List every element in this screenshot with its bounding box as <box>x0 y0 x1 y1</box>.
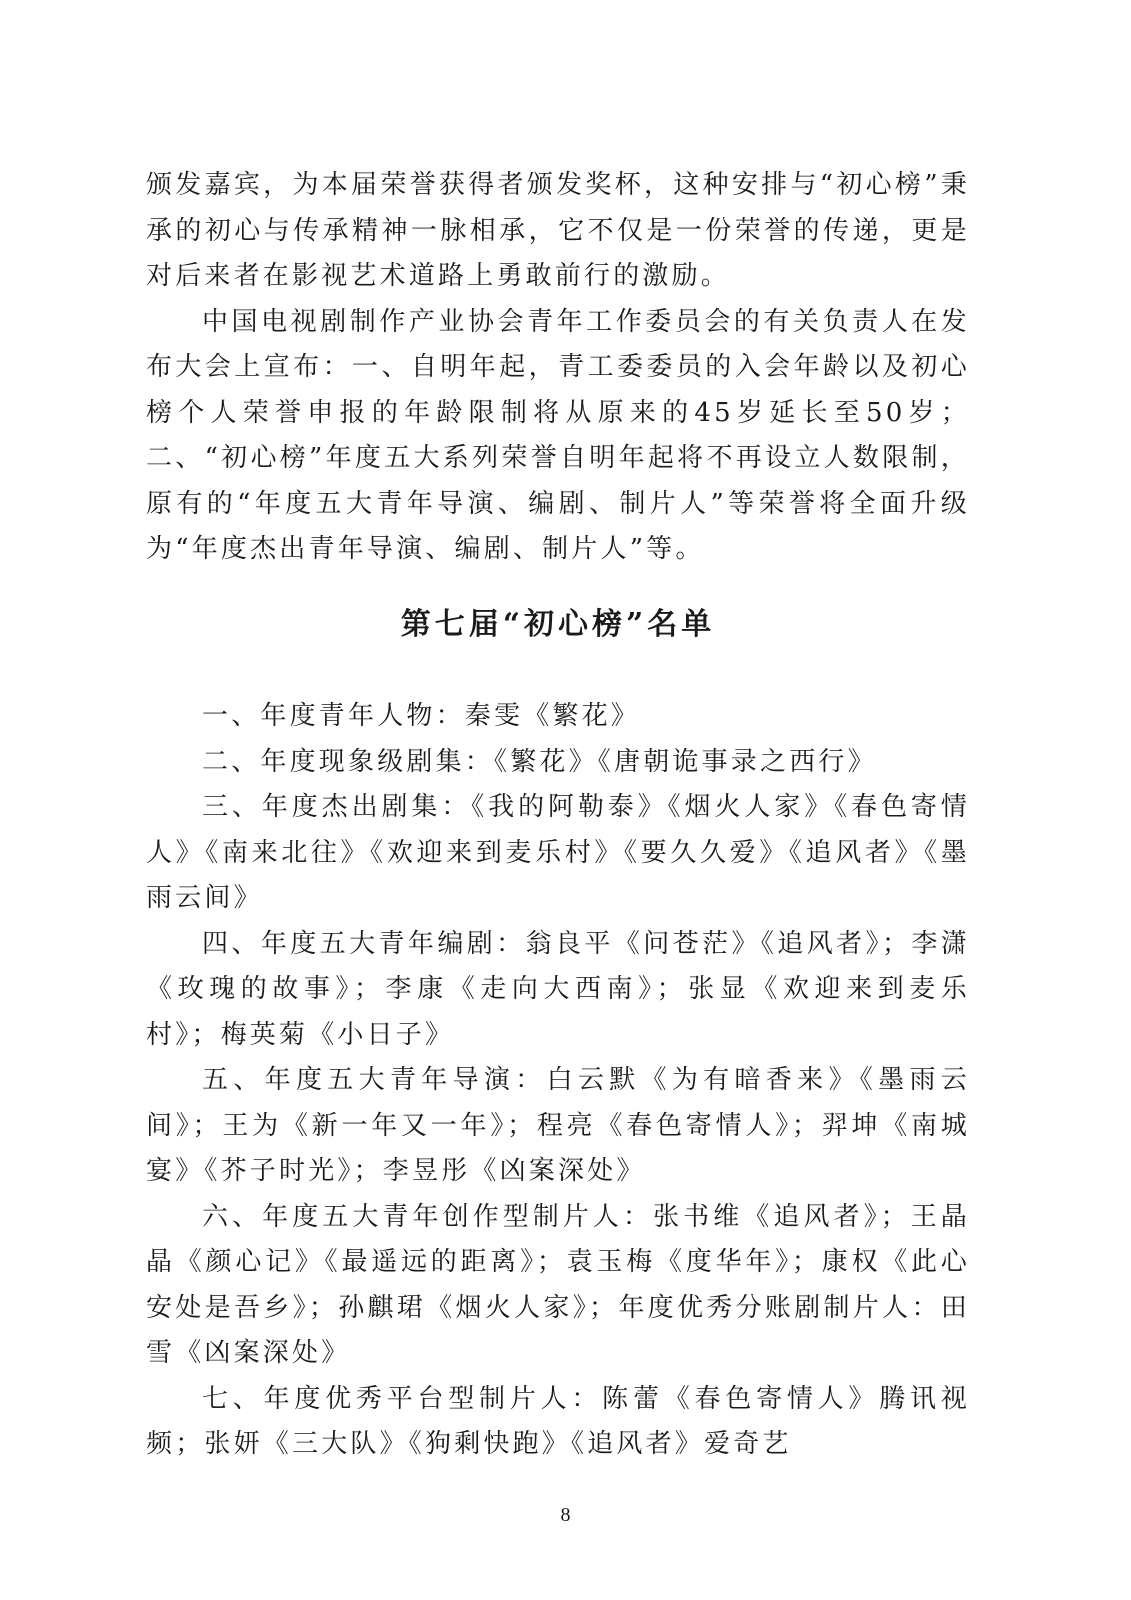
list-item: 二、年度现象级剧集：《繁花》《唐朝诡事录之西行》 <box>202 746 877 777</box>
list-item: 七、年度优秀平台型制片人：陈蕾《春色寄情人》腾讯视频；张妍《三大队》《狗剩快跑》《追风者》爱奇艺 <box>146 1383 970 1459</box>
page-number: 8 <box>560 1504 571 1526</box>
honor-list <box>146 694 970 1468</box>
list-item: 三、年度杰出剧集：《我的阿勒泰》《烟火人家》《春色寄情人》《南来北往》《欢迎来到麦乐村》《要久久爱》《追风者》《墨雨云间》 <box>146 792 970 913</box>
list-item: 六、年度五大青年创作型制片人：张书维《追风者》；王晶晶《颜心记》《最遥远的距离》；袁玉梅《度华年》；康权《此心安处是吾乡》；孙麒珺《烟火人家》；年度优秀分账剧制片人：田雪《凶案深处》 <box>146 1201 970 1368</box>
intro-paragraph-1: 颁发嘉宾，为本届荣誉获得者颁发奖杯，这种安排与“初心榜”秉承的初心与传承精神一脉相承，它不仅是一份荣誉的传递，更是对后来者在影视艺术道路上勇敢前行的激励。 <box>146 170 970 291</box>
list-item: 四、年度五大青年编剧：翁良平《问苍茫》《追风者》；李潇《玫瑰的故事》；李康《走向大西南》；张显《欢迎来到麦乐村》；梅英菊《小日子》 <box>146 928 970 1050</box>
list-heading: 第七届“初心榜”名单 <box>400 607 716 642</box>
intro-paragraph-2: 中国电视剧制作产业协会青年工作委员会的有关负责人在发布大会上宣布：一、自明年起，青工委委员的入会年龄以及初心榜个人荣誉申报的年龄限制将从原来的45岁延长至50岁；二、“初心榜”年度五大系列荣誉自明年起将不再设立人数限制，原有的“年度五大青年导演、编剧、制片人”等荣誉将全面升级为“年度杰出青年导演、编剧、制片人”等。 <box>146 306 970 564</box>
document-page <box>146 163 970 1459</box>
list-item: 五、年度五大青年导演：白云默《为有暗香来》《墨雨云间》；王为《新一年又一年》；程亮《春色寄情人》；羿坤《南城宴》《芥子时光》；李昱彤《凶案深处》 <box>146 1065 970 1186</box>
list-item: 一、年度青年人物：秦雯《繁花》 <box>202 701 641 731</box>
